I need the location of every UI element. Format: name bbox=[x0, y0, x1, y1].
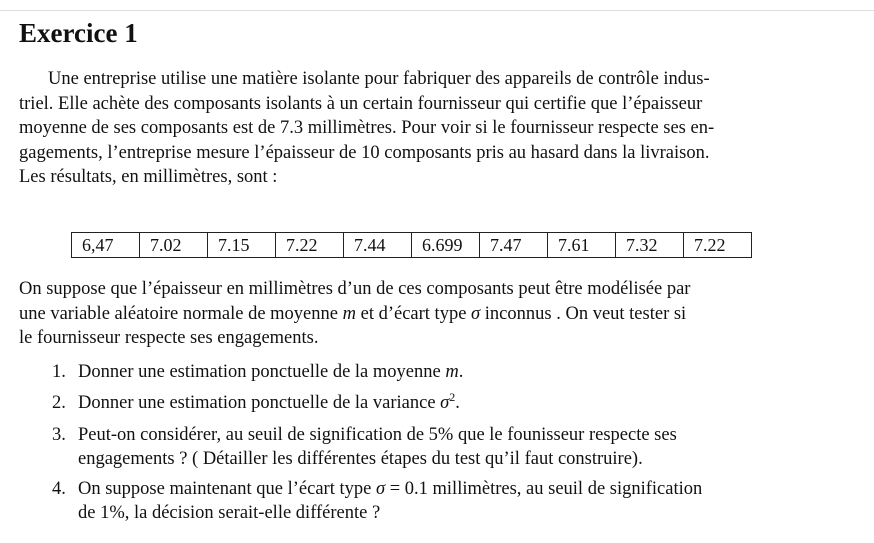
intro-line: Une entreprise utilise une matière isolante pour fabriquer des appareils de contrôle indus- bbox=[48, 69, 710, 89]
question-line: de 1%, la décision serait-elle différente ? bbox=[78, 503, 381, 523]
question-text bbox=[78, 477, 800, 525]
sigma-symbol: σ bbox=[375, 479, 386, 499]
question-text bbox=[78, 423, 800, 471]
measurement-cell: 7.44 bbox=[344, 233, 412, 258]
exercise-title: Exercice 1 bbox=[19, 18, 138, 48]
model-line: le fournisseur respecte ses engagements. bbox=[19, 328, 319, 348]
measurement-cell: 7.22 bbox=[276, 233, 344, 258]
question-number: 4. bbox=[52, 479, 66, 499]
question-line: engagements ? ( Détailler les différentes étapes du test qu’il faut construire). bbox=[78, 449, 643, 469]
model-paragraph bbox=[19, 277, 799, 351]
exponent: 2 bbox=[449, 389, 456, 404]
question-text-part: . bbox=[458, 362, 464, 382]
question-text-part: Donner une estimation ponctuelle de la variance bbox=[78, 393, 441, 413]
measurement-cell: 6,47 bbox=[72, 233, 140, 258]
intro-line: triel. Elle achète des composants isolants à un certain fournisseur qui certifie que l’épaisseur bbox=[19, 93, 703, 114]
sigma-symbol: σ bbox=[471, 303, 481, 324]
table-row bbox=[72, 233, 752, 258]
measurement-cell: 7.32 bbox=[616, 233, 684, 258]
question-text-part: Donner une estimation ponctuelle de la moyenne bbox=[78, 362, 446, 382]
mean-symbol: m bbox=[445, 362, 459, 382]
question-number: 1. bbox=[52, 362, 66, 382]
intro-line: gagements, l’entreprise mesure l’épaisseur de 10 composants pris au hasard dans la livraison. bbox=[19, 142, 710, 163]
measurements-table bbox=[71, 232, 752, 258]
intro-line: Les résultats, en millimètres, sont : bbox=[19, 167, 278, 187]
measurement-cell: 7.22 bbox=[684, 233, 752, 258]
measurement-cell: 7.15 bbox=[208, 233, 276, 258]
measurement-cell: 7.02 bbox=[140, 233, 208, 258]
question-line bbox=[78, 477, 800, 501]
mean-symbol: m bbox=[342, 303, 356, 324]
model-line bbox=[19, 302, 799, 327]
question-number: 2. bbox=[52, 393, 66, 413]
question-line: Peut-on considérer, au seuil de signification de 5% que le founisseur respecte ses bbox=[78, 425, 677, 445]
question-text-part: . bbox=[455, 393, 460, 413]
question-text-part: On suppose maintenant que l’écart type bbox=[78, 479, 376, 499]
question-text bbox=[78, 391, 800, 415]
intro-line: moyenne de ses composants est de 7.3 millimètres. Pour voir si le fournisseur respecte ses en- bbox=[19, 118, 715, 138]
top-divider bbox=[0, 10, 874, 11]
measurement-cell: 6.699 bbox=[412, 233, 480, 258]
question-text bbox=[78, 360, 800, 384]
sigma-symbol: σ bbox=[440, 393, 450, 413]
question-number: 3. bbox=[52, 425, 66, 445]
model-text: une variable aléatoire normale de moyenne bbox=[19, 303, 343, 324]
model-text: et d’écart type bbox=[355, 303, 472, 324]
intro-paragraph bbox=[19, 67, 799, 190]
measurement-cell: 7.47 bbox=[480, 233, 548, 258]
measurement-cell: 7.61 bbox=[548, 233, 616, 258]
model-line: On suppose que l’épaisseur en millimètres d’un de ces composants peut être modélisée par bbox=[19, 279, 691, 299]
model-text: inconnus . On veut tester si bbox=[480, 303, 687, 324]
question-text-part: = 0.1 millimètres, au seuil de signification bbox=[385, 479, 703, 499]
